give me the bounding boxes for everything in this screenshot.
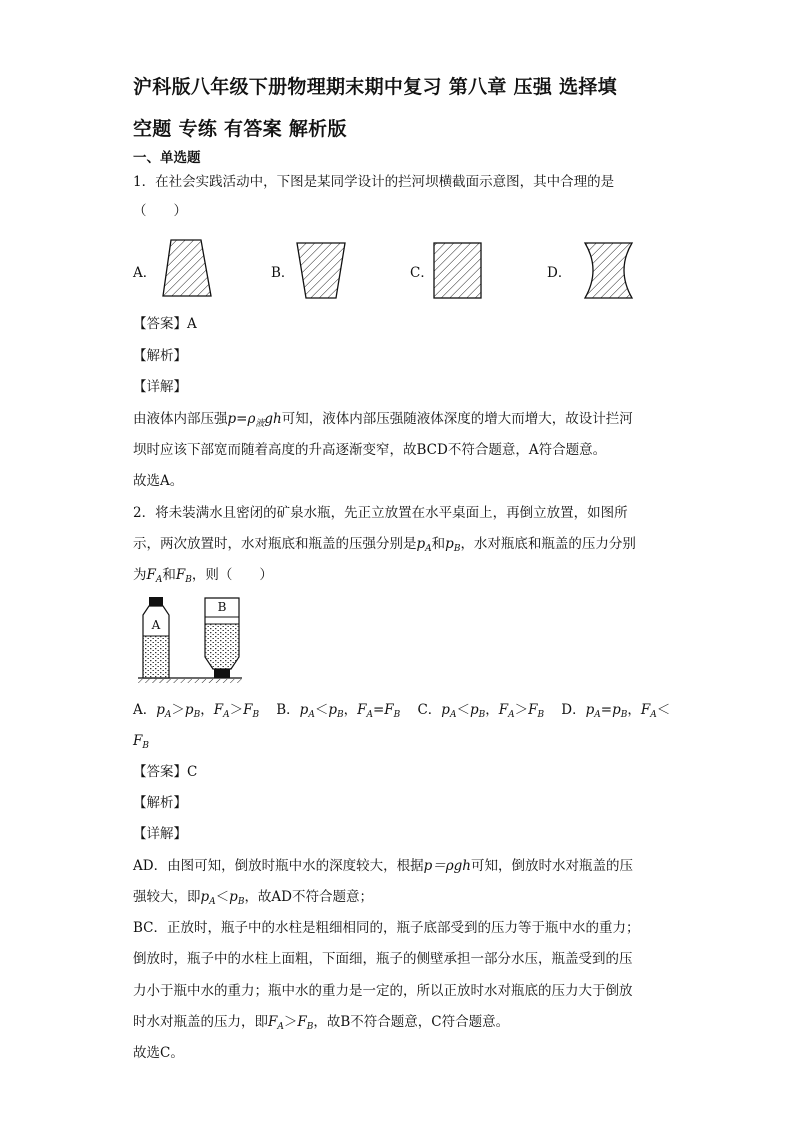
q2-stem-line3: 为$F_A$和$F_B$，则（ ） — [133, 567, 273, 585]
q1-conclusion: 故选A。 — [133, 473, 184, 489]
document-title-line2: 空题 专练 有答案 解析版 — [133, 118, 347, 140]
q2-stem-line1: 2．将未装满水且密闭的矿泉水瓶，先正立放置在水平桌面上，再倒立放置，如图所 — [133, 505, 628, 521]
q1-answer: 【答案】A — [133, 316, 197, 332]
q2-explanation-bc-line1: BC．正放时，瓶子中的水柱是粗细相同的，瓶子底部受到的压力等于瓶中水的重力； — [133, 920, 640, 936]
q1-option-d-label: D． — [547, 265, 572, 281]
q2-analysis-label: 【解析】 — [133, 795, 187, 811]
q2-explanation-bc-line2: 倒放时，瓶子中的水柱上面粗，下面细，瓶子的侧壁承担一部分水压，瓶盖受到的压 — [133, 951, 633, 967]
q2-explanation-ad-line2: 强较大，即$p_A<p_B$，故AD不符合题意； — [133, 889, 374, 907]
q2-stem-line2: 示，两次放置时，水对瓶底和瓶盖的压强分别是$p_A$和$p_B$，水对瓶底和瓶盖的压力分别 — [133, 536, 636, 554]
q1-option-a-label: A． — [133, 265, 157, 281]
q1-option-b-label: B． — [271, 265, 295, 281]
bottle-diagram — [134, 595, 246, 687]
q2-detail-label: 【详解】 — [133, 826, 187, 842]
q2-options-wrap: $F_B$ — [133, 733, 149, 751]
q1-detail-label: 【详解】 — [133, 379, 187, 395]
q1-option-c-label: C． — [410, 265, 434, 281]
document-title-line1: 沪科版八年级下册物理期末期中复习 第八章 压强 选择填 — [133, 76, 617, 98]
section-heading: 一、单选题 — [133, 150, 201, 166]
dam-figure-c — [431, 240, 485, 302]
q1-explanation-line1: 由液体内部压强$p=\rho_液gh$可知，液体内部压强随液体深度的增大而增大，故设计拦河 — [133, 411, 633, 429]
dam-figure-d — [582, 240, 636, 302]
q1-analysis-label: 【解析】 — [133, 348, 187, 364]
bottle-a-label: A — [151, 618, 161, 632]
q2-explanation-ad-line1: AD．由图可知，倒放时瓶中水的深度较大，根据p＝ρgh可知，倒放时水对瓶盖的压 — [133, 858, 633, 874]
dam-figure-a — [155, 236, 225, 302]
q2-conclusion: 故选C。 — [133, 1045, 184, 1061]
q2-explanation-bc-line4: 时水对瓶盖的压力，即$F_A>F_B$，故B不符合题意，C符合题意。 — [133, 1014, 510, 1032]
bottle-b-label: B — [217, 600, 227, 614]
q2-explanation-bc-line3: 力小于瓶中水的重力；瓶中水的重力是一定的，所以正放时水对瓶底的压力大于倒放 — [133, 983, 633, 999]
dam-figure-b — [292, 240, 356, 302]
q2-options-line: A．$p_A>p_B$，$F_A>F_B$ B．$p_A<p_B$，$F_A=F_B$ C．$p_A<p_B$，$F_A>F_B$ D．$p_A=p_B$，$F_A<$ — [133, 702, 671, 720]
q1-stem: 1．在社会实践活动中，下图是某同学设计的拦河坝横截面示意图，其中合理的是 — [133, 174, 615, 190]
q1-explanation-line2: 坝时应该下部宽而随着高度的升高逐渐变窄，故BCD不符合题意，A符合题意。 — [133, 442, 607, 458]
q2-answer: 【答案】C — [133, 764, 198, 780]
q1-paren: （ ） — [133, 203, 187, 219]
